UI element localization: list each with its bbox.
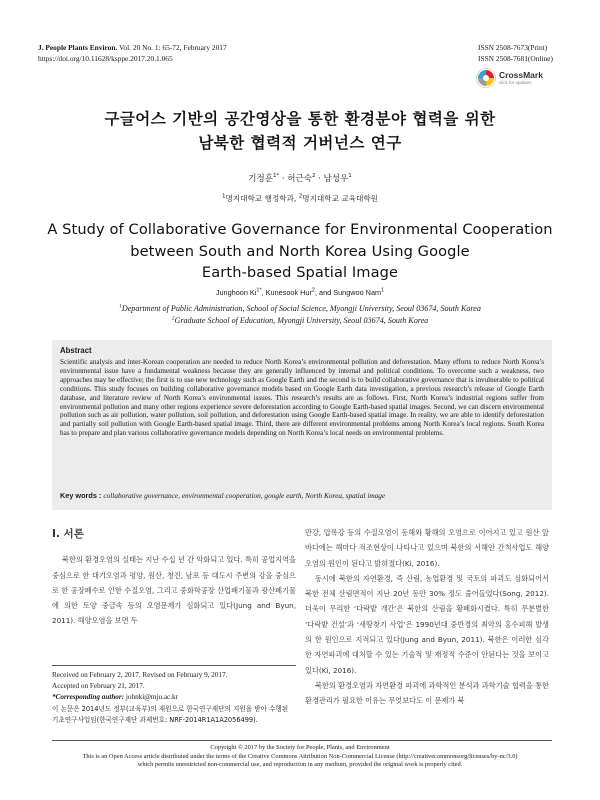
keywords: [60, 491, 385, 500]
body-paragraph: 만강, 압록강 등의 수질오염이 동해와 황해의 오염으로 이어지고 있고 원산 앞바다에는 해마다 적조현상이 나타나고 있으며 북한의 서해안 간척사업도 해양오염의 원인이 된다고 밝혀졌다(Ki, 2016).: [305, 528, 549, 568]
korean-title-line2: 남북한 협력적 거버넌스 연구: [198, 134, 402, 152]
korean-affiliations: [0, 193, 600, 204]
kr-affil-2-sup: 2: [298, 193, 303, 200]
body-right-column: [305, 525, 549, 709]
kr-author-3-sup: 1: [348, 173, 352, 180]
keywords-label: Key words :: [60, 491, 104, 500]
journal-doi[interactable]: https://doi.org/10.11628/ksppe.2017.20.1.065: [38, 54, 173, 63]
corresponding-email[interactable]: johnki@mju.ac.kr: [124, 693, 179, 702]
footer-copyright: Copyright © 2017 by the Society for People, Plants, and Environment: [210, 744, 390, 751]
english-affiliation-1: [0, 304, 600, 313]
kr-sep-1: ·: [279, 174, 288, 184]
en-author-3-sup: 1: [381, 287, 385, 294]
en-author-2-sup: 2: [311, 287, 315, 294]
funding-note: 이 논문은 2014년도 정부(교육부)의 재원으로 한국연구재단의 지원을 받아 수행된 기초연구사업임(한국연구재단 과제번호: NRF-2014R1A1A2056499).: [52, 704, 289, 724]
corresponding-label: *Corresponding author:: [52, 693, 125, 702]
kr-sep-2: ·: [315, 174, 324, 184]
crossmark-sublabel: click for updates: [499, 80, 532, 85]
english-title-line1: A Study of Collaborative Governance for Environmental Cooperation: [47, 221, 553, 238]
abstract-text: Scientific analysis and inter-Korean cooperation are needed to reduce North Korea’s environmental pollution and deforestation. Many efforts to reduce North Korea’s environmental issue have a fundamental weakness because they are generally influenced by internal and political conditions. To overcome such a weakness, two approaches may be effective; the first is to use new technology such as Google Earth and the second is to build collaborative governance that is invulnerable to political conditions. This study focuses on building collaborative governance models based on Google Earth data investigation, a previous research’s release of Google Earth database, and literature review of North Korea’s environmental issues. This research’s results are as follows. First, North Korea’s industrial regions suffer from environmental pollution and many other regions experience severe deforestation according to Google Earth-based spatial images. Second, we can discern environmental pollution such as air pollution, water pollution, soil pollution, and deforestation using Google Earth-based spatial image. In reality, we are able to identify deforestation and partially soil pollution with Google Earth-based spatial image. Third, there are different environmental problems among North Korea’s local regions. South Korea has to prepare and plan various collaborative governance models depending on North Korea’s local needs on environmental problems.: [60, 358, 544, 438]
en-affil-1-sup: 1: [119, 303, 122, 310]
crossmark-label: CrossMark: [499, 70, 543, 80]
received-date: Received on February 2, 2017. Revised on February 9, 2017.: [52, 671, 228, 679]
keywords-list: collaborative governance, environmental cooperation, google earth, North Korea, spatial image: [103, 491, 386, 500]
body-paragraph: 북한의 환경오염의 실태는 지난 수십 년 간 악화되고 있다. 특히 공업지역을 중심으로 한 대기오염과 평양, 원산, 청진, 남포 등 대도시 주변의 강을 중심으로 한 공장폐수로 인한 수질오염, 그리고 중화학공장 산업폐기물과 광산폐기물에 의한 토양 중금속 등의 오염문제가 심화되고 있다(Jung and Byun, 2011). 해양오염을 보면 두: [52, 555, 296, 626]
crossmark-icon: [476, 68, 496, 88]
abstract-heading: Abstract: [60, 346, 92, 355]
kr-author-3: 남성우: [323, 174, 349, 184]
journal-volume: Vol. 20 No. 1: 65-72, February 2017: [117, 43, 227, 52]
en-author-1: Junghoon Ki: [215, 288, 257, 297]
english-title-line2: between South and North Korea Using Google: [130, 243, 470, 260]
kr-affil-2: 명지대학교 교육대학원: [302, 194, 379, 203]
kr-author-2: 허근숙: [287, 174, 312, 184]
kr-author-2-sup: 2: [311, 173, 316, 180]
kr-affil-1: 명지대학교 행정학과,: [225, 194, 299, 203]
en-affil-2-sup: 2: [171, 315, 175, 322]
issn-block: [478, 42, 553, 64]
crossmark-badge[interactable]: [476, 68, 556, 90]
body-left-column: [52, 525, 296, 629]
journal-header: [38, 42, 227, 64]
english-authors: [0, 288, 600, 297]
body-paragraph: 동시에 북한의 자연환경, 즉 산림, 농업환경 및 국토의 파괴도 심화되어서 북한 전체 산림면적이 지난 20년 동안 30% 정도 줄어들었다(Song, 2012). 더욱이 무리한 ‘다락밭 개간’은 북한의 산림을 황폐화시켰다. 특히 무분별한 ‘다락밭 건설’과 ‘새땅찾기 사업’은 1990년대 중반경의 최악의 홍수피해 발생의 한 원인으로 지적되고 있다(Jung and Byun, 2011). 북한은 이러한 심각한 자연파괴에 대처할 수 있는 기술적 및 재정적 수준이 안된다는 것을 보이고 있다(Ki, 2016).: [305, 573, 549, 675]
footer-divider: [52, 740, 552, 741]
journal-name: J. People Plants Environ.: [38, 43, 118, 52]
corresponding-author: [52, 692, 296, 703]
footer-license-line2: which permits unrestricted non-commercial use, and reproduction in any medium, provided the original work is properly cited.: [137, 761, 463, 768]
abstract-box: [52, 340, 552, 510]
article-footnote: [52, 665, 296, 726]
issn-online: ISSN 2508-7681(Online): [478, 54, 553, 63]
en-author-2: , Kunesook Hur: [261, 288, 312, 297]
english-title-line3: Earth-based Spatial Image: [201, 264, 399, 281]
footer-license-line1: This is an Open Access article distributed under the terms of the Creative Commons Attribution Non-Commercial License (http://creativecommonsorg/licenses/by-nc/3.0): [82, 753, 518, 760]
en-author-1-sup: 1*: [256, 287, 262, 294]
kr-author-1-sup: 1*: [272, 173, 280, 180]
body-paragraph: 북한의 환경오염과 자연환경 파괴에 과학적인 분석과 과학기술 협력을 통한 환경관리가 필요한 이유는 무엇보다도 이 문제가 북: [305, 680, 549, 706]
kr-author-1: 기정훈: [248, 174, 273, 184]
issn-print: ISSN 2508-7673(Print): [478, 43, 548, 52]
en-affil-1-text: Department of Public Administration, School of Social Science, Myongji University, Seoul 03674, South Korea: [121, 304, 481, 313]
en-author-3: , and Sungwoo Nam: [314, 288, 382, 297]
kr-affil-1-sup: 1: [221, 193, 226, 200]
journal-citation: [38, 42, 227, 53]
section-heading-introduction: Ⅰ. 서론: [52, 528, 84, 540]
accepted-date: Accepted on February 21, 2017.: [52, 682, 145, 691]
korean-authors: [0, 172, 600, 184]
english-affiliation-2: [0, 316, 600, 325]
korean-title-line1: 구글어스 기반의 공간영상을 통한 환경분야 협력을 위한: [104, 110, 496, 128]
en-affil-2-text: Graduate School of Education, Myongji University, Seoul 03674, South Korea: [174, 316, 429, 325]
